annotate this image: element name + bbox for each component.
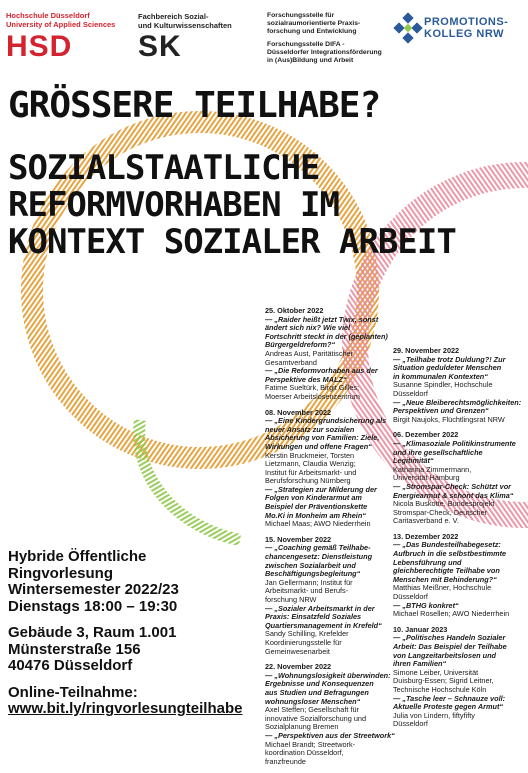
- talk-title-line: von Langzeitarbeitslosen und: [393, 650, 496, 660]
- talk-title-line: Bürgergeldreform?“: [265, 340, 336, 350]
- talk-title-line: — „Raider heißt jetzt Twix, sonst: [265, 314, 379, 324]
- speaker-line: Michael Brandt; Streetwork-: [265, 739, 356, 749]
- headline-question: GRÖSSERE TEILHABE?: [8, 85, 381, 126]
- event-format-line: Ringvorlesung: [8, 564, 114, 582]
- talk-title-line: Menschen mit Behinderung?“: [393, 574, 497, 584]
- schedule-entry: [265, 663, 395, 766]
- fachbereich-line: und Kulturwissenschaften: [138, 21, 232, 30]
- forschungsstelle-line: Forschungsstelle DIFA -: [267, 41, 345, 48]
- speaker-line: Simone Leiber, Universität: [393, 667, 479, 677]
- talk-title-line: chancengesetz: Dienstleistung: [265, 552, 373, 562]
- promotionskolleg-logo-icon: [392, 12, 424, 46]
- hsd-logo: HSD: [6, 30, 73, 63]
- headline-subtitle: [8, 150, 456, 261]
- talk-title-line: neuer Ansatz zur sozialen: [265, 424, 355, 434]
- headline-line: REFORMVORHABEN IM: [8, 185, 339, 225]
- speaker-line: Gemeinwesenarbeit: [265, 646, 330, 656]
- talk-title-line: Praxis: Einsatzfeld Soziales: [265, 612, 362, 622]
- forschungsstelle-line: Forschungsstelle für: [267, 12, 335, 19]
- talk-title-line: — „Eine Kindergrundsicherung als: [265, 416, 387, 426]
- schedule-column-right: [393, 347, 523, 736]
- talk-title-line: — „Sozialer Arbeitsmarkt in der: [265, 603, 375, 613]
- speaker-line: Institut für Arbeitsmarkt- und: [265, 467, 357, 477]
- event-street: Münsterstraße 156: [8, 640, 141, 658]
- speaker-line: forschung NRW: [265, 595, 317, 604]
- promotionskolleg-line: PROMOTIONS-: [424, 16, 509, 28]
- speaker-line: Düsseldorf: [393, 388, 428, 398]
- talk-title-line: Arbeit: Das Beispiel der Teilhabe: [393, 642, 507, 651]
- schedule-date: 15. November 2022: [265, 534, 332, 544]
- schedule-date: 08. November 2022: [265, 407, 332, 417]
- schedule-date: 10. Januar 2023: [393, 624, 448, 634]
- schedule-date: 22. November 2022: [265, 662, 332, 672]
- sk-logo: SK: [138, 30, 182, 63]
- talk-title-line: Lebensführung und: [393, 557, 462, 567]
- talk-title-line: Quartiersmanagement in Krefeld“: [265, 620, 382, 630]
- fachbereich-label: [138, 12, 232, 30]
- speaker-line: Susanne Spindler, Hochschule: [393, 380, 493, 390]
- talk-title-line: — „Wohnungslosigkeit überwinden:: [265, 670, 391, 680]
- talk-title-line: Energiearmut & schont das Klima“: [393, 490, 514, 500]
- speaker-line: Fatime Sueltürk, Birgit Gilles;: [265, 383, 360, 393]
- talk-title-line: — „Teilhabe trotz Duldung?! Zur: [393, 354, 506, 364]
- speaker-line: Duisburg-Essen; Sigrid Leitner,: [393, 676, 494, 686]
- hsd-name-line: University of Applied Sciences: [6, 19, 116, 29]
- talk-title-line: Absicherung von Familien: Ziele,: [265, 433, 380, 443]
- forschungsstelle-difa: [267, 41, 382, 65]
- forschungsstelle-line: sozialraumorientierte Praxis-: [267, 20, 361, 27]
- headline-line: SOZIALSTAATLICHE: [8, 148, 320, 188]
- talk-title-line: — „Das Bundesteilhabegesetz:: [393, 540, 501, 550]
- talk-title-line: — „Stromspar-Check: Schützt vor: [393, 481, 511, 491]
- speaker-line: Julia von Lindern, fiftyfifty: [393, 710, 475, 720]
- talk-title-line: Perspektiven und Grenzen“: [393, 406, 489, 416]
- speaker-line: Kerstin Bruckmeier, Torsten: [265, 450, 355, 460]
- speaker-line: Lietzmann, Claudia Wenzig;: [265, 459, 356, 469]
- forschungsstelle-line: forschung und Entwicklung: [267, 28, 357, 35]
- talk-title-line: — „Tasche leer – Schnauze voll:: [393, 693, 506, 703]
- speaker-line: Axel Steffen; Gesellschaft für: [265, 705, 359, 715]
- talk-title-line: gleichberechtigte Teilhabe von: [393, 566, 500, 576]
- schedule-entry: [393, 533, 523, 619]
- event-semester: Wintersemester 2022/23: [8, 581, 179, 598]
- talk-title-line: aus Studien und Befragungen: [265, 687, 369, 697]
- event-info: [8, 549, 242, 718]
- talk-title-line: Wirkungen und offene Fragen“: [265, 441, 372, 451]
- talk-title-line: Beispiel der Präventionskette: [265, 502, 368, 512]
- talk-title-line: — „Politisches Handeln Sozialer: [393, 633, 506, 643]
- speaker-line: innovative Sozialforschung und: [265, 713, 367, 723]
- talk-title-line: Situation geduldeter Menschen: [393, 363, 502, 373]
- schedule-entry: [393, 431, 523, 526]
- speaker-line: Gesamtverband: [265, 357, 317, 367]
- forschungsstelle-line: Düsseldorfer Integrationsförderung: [267, 49, 382, 56]
- talk-title-line: Folgen von Kinderarmut am: [265, 493, 362, 503]
- event-format-line: Hybride Öffentliche: [8, 548, 147, 565]
- talk-title-line: — „Coaching gemäß Teilhabe-: [265, 543, 371, 553]
- schedule-entry: [393, 347, 523, 424]
- speaker-line: Düsseldorf: [393, 592, 428, 602]
- green-arc: [139, 420, 240, 540]
- speaker-line: koordination Düsseldorf,: [265, 748, 344, 758]
- speaker-line: franzfreunde: [265, 756, 306, 766]
- talk-title-line: Beschäftigungsbegleitung“: [265, 569, 361, 579]
- hsd-name-line: Hochschule Düsseldorf: [6, 11, 90, 20]
- event-time: Dienstags 18:00 – 19:30: [8, 597, 178, 615]
- talk-title-line: — „Neue Bleiberechtsmöglichkeiten:: [393, 397, 522, 407]
- speaker-line: Matthias Meißner, Hochschule: [393, 583, 492, 593]
- talk-title-line: Aufbruch in die selbstbestimmte: [393, 549, 507, 559]
- talk-title-line: Mo.Ki in Monheim am Rhein“: [265, 510, 366, 520]
- talk-title-line: — „BTHG konkret“: [393, 600, 459, 610]
- schedule-entry: [265, 536, 395, 656]
- speaker-line: Düsseldorf: [393, 719, 428, 729]
- speaker-line: Technische Hochschule Köln: [393, 684, 487, 694]
- talk-title-line: wohnungsloser Menschen“: [265, 696, 361, 706]
- online-label: Online-Teilnahme:: [8, 683, 138, 701]
- schedule-column-left: [265, 307, 395, 773]
- forschungsstelle-praxis: [267, 12, 360, 36]
- speaker-line: Koordinierungsstelle für: [265, 637, 342, 647]
- fachbereich-line: Fachbereich Sozial-: [138, 12, 209, 21]
- speaker-line: Michael Rosellen; AWO Niederrhein: [393, 609, 510, 619]
- speaker-line: Jan Gellermann; Institut für: [265, 577, 353, 587]
- talk-title-line: — „Die Reformvorhaben aus der: [265, 366, 378, 376]
- speaker-line: Caritasverband e. V.: [393, 516, 459, 526]
- talk-title-line: Ergebnisse und Konsequenzen: [265, 679, 374, 689]
- talk-title-line: Fortschritt steckt in der (geplanten): [265, 331, 388, 341]
- event-city: 40476 Düsseldorf: [8, 657, 133, 674]
- speaker-line: Birgit Naujoks, Flüchtlingsrat NRW: [393, 414, 505, 424]
- talk-title-line: ihren Familien“: [393, 659, 447, 669]
- speaker-line: Universität Hamburg: [393, 473, 460, 483]
- schedule-date: 06. Dezember 2022: [393, 430, 459, 440]
- talk-title-line: — „Strategien zur Milderung der: [265, 484, 377, 494]
- promotionskolleg-line: KOLLEG NRW: [424, 28, 504, 40]
- speaker-line: Sozialplanung Bremen: [265, 722, 339, 732]
- speaker-line: Andreas Aust, Paritätischer: [265, 348, 354, 358]
- promotionskolleg-label: [424, 16, 508, 40]
- speaker-line: Sandy Schilling, Krefelder: [265, 629, 349, 639]
- speaker-line: Katharina Zimmermann,: [393, 464, 472, 474]
- schedule-entry: [265, 307, 395, 402]
- talk-title-line: zwischen Sozialarbeit und: [265, 560, 356, 570]
- hsd-name: [6, 12, 115, 29]
- speaker-line: Michael Maas; AWO Niederrhein: [265, 519, 371, 529]
- forschungsstelle-line: in (Aus)Bildung und Arbeit: [267, 57, 354, 64]
- schedule-date: 29. November 2022: [393, 346, 460, 355]
- schedule-entry: [265, 409, 395, 529]
- talk-title-line: Perspektive des MALZ“: [265, 374, 347, 384]
- online-link[interactable]: www.bit.ly/ringvorlesungteilhabe: [8, 700, 243, 717]
- event-room: Gebäude 3, Raum 1.001: [8, 624, 177, 641]
- speaker-line: Nicola Buskotte, Bundesprojekt: [393, 499, 495, 509]
- talk-title-line: Legitimität“: [393, 456, 434, 466]
- talk-title-line: und ihre gesellschaftliche: [393, 447, 483, 457]
- talk-title-line: — „Perspektiven aus der Streetwork“: [265, 730, 395, 740]
- speaker-line: Arbeitsmarkt- und Berufs-: [265, 586, 349, 596]
- speaker-line: Moerser Arbeitslosenzentrum: [265, 391, 360, 401]
- schedule-date: 25. Oktober 2022: [265, 306, 324, 315]
- talk-title-line: Aktuelle Proteste gegen Armut“: [393, 702, 504, 712]
- talk-title-line: in kommunalen Kontexten“: [393, 371, 488, 381]
- schedule-date: 13. Dezember 2022: [393, 531, 459, 541]
- speaker-line: Berufsforschung Nürnberg: [265, 476, 351, 486]
- talk-title-line: — „Klimasoziale Politikinstrumente: [393, 438, 516, 448]
- schedule-entry: [393, 626, 523, 729]
- headline-line: KONTEXT SOZIALER ARBEIT: [8, 222, 456, 262]
- speaker-line: Stromspar-Check, Deutscher: [393, 507, 488, 517]
- talk-title-line: ändert sich nix? Wie viel: [265, 323, 351, 333]
